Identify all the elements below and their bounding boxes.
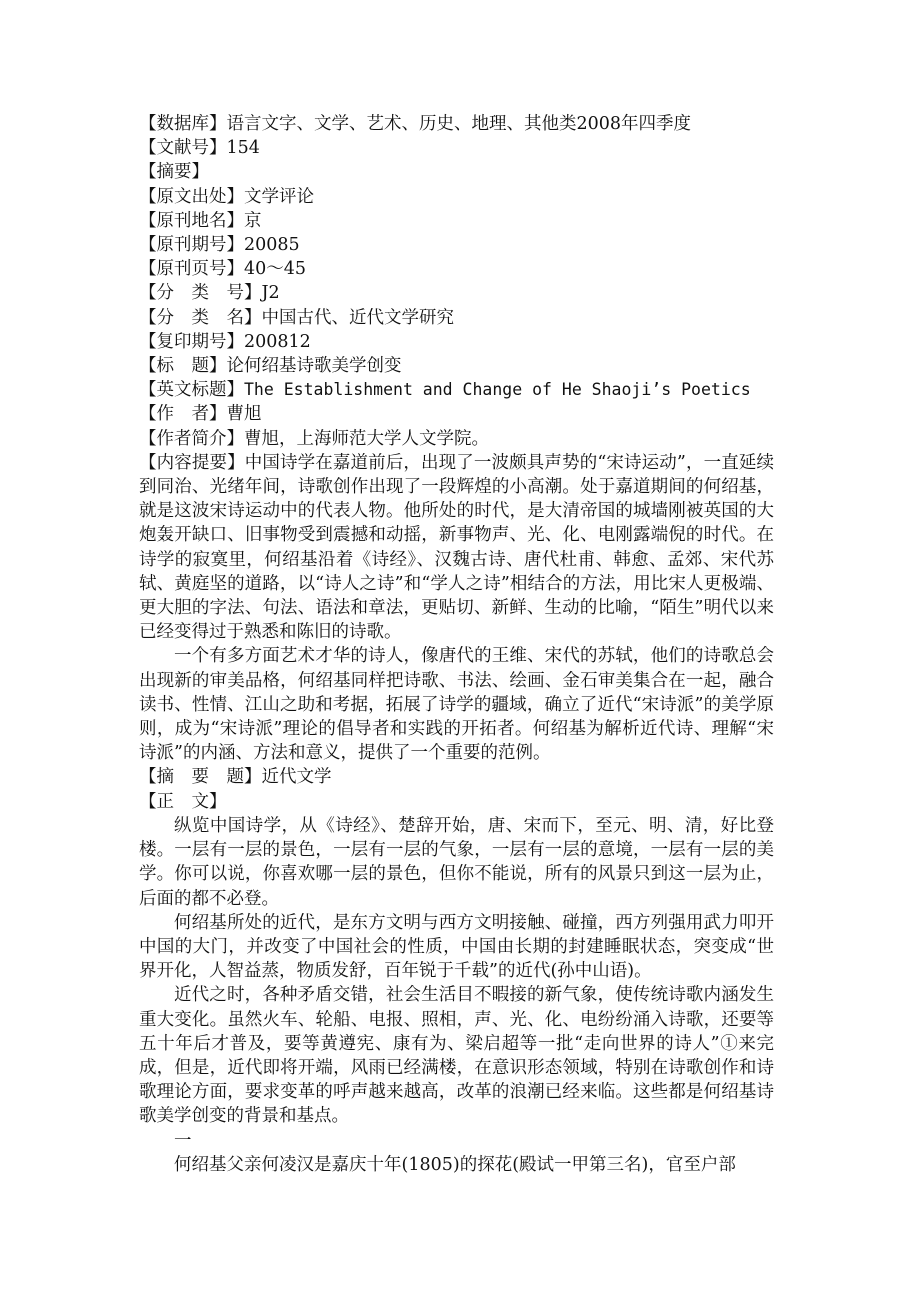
field-label: 【英文标题】 bbox=[139, 380, 244, 401]
article-title: 论何绍基诗歌美学创变 bbox=[226, 356, 402, 377]
class-number-field bbox=[139, 281, 774, 305]
issue-field bbox=[139, 233, 774, 257]
body-paragraph-3: 近代之时，各种矛盾交错，社会生活目不暇接的新气象，使传统诗歌内涵发生重大变化。虽然火车、轮船、电报、照相，声、光、化、电纷纷涌入诗歌，还要等五十年后才普及，要等黄遵宪、康有为、梁启超等一批“走向世界的诗人”①来完成，但是，近代即将开端，风雨已经满楼，在意识形态领域，特别在诗歌创作和诗歌理论方面，要求变革的呼声越来越高，改革的浪潮已经来临。这些都是何绍基诗歌美学创变的背景和基点。 bbox=[139, 985, 774, 1127]
field-value: 20085 bbox=[244, 235, 300, 256]
summary-paragraph-2: 一个有多方面艺术才华的诗人，像唐代的王维、宋代的苏轼，他们的诗歌总会出现新的审美品格，何绍基同样把诗歌、书法、绘画、金石审美集合在一起，融合读书、性情、江山之助和考据，拓展了诗学的疆域，确立了近代“宋诗派”的美学原则，成为“宋诗派”理论的倡导者和实践的开拓者。何绍基为解析近代诗、理解“宋诗派”的内涵、方法和意义，提供了一个重要的范例。 bbox=[139, 646, 774, 764]
field-label: 【原刊期号】 bbox=[139, 235, 244, 256]
field-label: 【分 类 名】 bbox=[139, 307, 262, 328]
field-value: 40～45 bbox=[244, 259, 307, 280]
field-label: 【作 者】 bbox=[139, 404, 227, 425]
field-label: 【内容提要】 bbox=[139, 452, 245, 473]
field-label: 【文献号】 bbox=[139, 138, 227, 159]
author-bio-field bbox=[139, 427, 774, 451]
english-title-field bbox=[139, 378, 774, 402]
doc-number-field bbox=[139, 136, 774, 160]
summary-text: 中国诗学在嘉道前后，出现了一波颇具声势的“宋诗运动”，一直延续到同治、光绪年间，诗歌创作出现了一段辉煌的小高潮。处于嘉道期间的何绍基，就是这波宋诗运动中的代表人物。他所处的时代，是大清帝国的城墙刚被英国的大炮轰开缺口、旧事物受到震撼和动摇，新事物声、光、化、电刚露端倪的时代。在诗学的寂寞里，何绍基沿着《诗经》、汉魏古诗、唐代杜甫、韩愈、孟郊、宋代苏轼、黄庭坚的道路，以“诗人之诗”和“学人之诗”相结合的方法，用比宋人更极端、更大胆的字法、句法、语法和章法，更贴切、新鲜、生动的比喻，“陌生”明代以来已经变得过于熟悉和陈旧的诗歌。 bbox=[139, 452, 774, 643]
field-label: 【正 文】 bbox=[139, 791, 227, 812]
document-page bbox=[139, 112, 774, 1177]
field-label: 【复印期号】 bbox=[139, 331, 244, 352]
field-label: 【作者简介】 bbox=[139, 428, 244, 449]
author-name: 曹旭 bbox=[226, 404, 262, 425]
field-value: 中国古代、近代文学研究 bbox=[261, 307, 454, 328]
body-heading bbox=[139, 790, 774, 814]
body-paragraph-4: 何绍基父亲何凌汉是嘉庆十年(1805)的探花(殿试一甲第三名)，官至户部 bbox=[174, 1154, 736, 1175]
body-paragraph-1: 纵览中国诗学，从《诗经》、楚辞开始，唐、宋而下，至元、明、清，好比登楼。一层有一层的景色，一层有一层的气象，一层有一层的意境，一层有一层的美学。你可以说，你喜欢哪一层的景色，但你不能说，所有的风景只到这一层为止，后面的都不必登。 bbox=[139, 815, 774, 909]
field-label: 【原文出处】 bbox=[139, 186, 244, 207]
database-field bbox=[139, 112, 774, 136]
abstract-heading-field bbox=[139, 160, 774, 184]
section-number: 一 bbox=[174, 1130, 192, 1151]
class-name-field bbox=[139, 306, 774, 330]
field-label: 【摘要】 bbox=[139, 162, 209, 183]
field-label: 【原刊页号】 bbox=[139, 259, 244, 280]
keywords-field bbox=[139, 765, 774, 789]
field-label: 【标 题】 bbox=[139, 356, 227, 377]
field-value: J2 bbox=[261, 283, 280, 304]
field-value: 154 bbox=[226, 138, 260, 159]
author-field bbox=[139, 402, 774, 426]
english-title: The Establishment and Change of He Shaoji’s Poetics bbox=[244, 380, 751, 400]
title-field bbox=[139, 354, 774, 378]
pages-field bbox=[139, 257, 774, 281]
place-field bbox=[139, 209, 774, 233]
field-value: 京 bbox=[244, 210, 262, 231]
summary-paragraph bbox=[139, 451, 774, 645]
field-label: 【原刊地名】 bbox=[139, 210, 244, 231]
field-value: 200812 bbox=[244, 331, 311, 352]
keywords-value: 近代文学 bbox=[261, 767, 332, 788]
source-field bbox=[139, 185, 774, 209]
author-bio: 曹旭，上海师范大学人文学院。 bbox=[244, 428, 489, 449]
body-paragraph-2: 何绍基所处的近代，是东方文明与西方文明接触、碰撞，西方列强用武力叩开中国的大门，并改变了中国社会的性质，中国由长期的封建睡眠状态，突变成“世界开化，人智益蒸，物质发舒，百年锐于千载”的近代(孙中山语)。 bbox=[139, 912, 774, 982]
field-label: 【数据库】 bbox=[139, 114, 227, 134]
field-value: 语言文字、文学、艺术、历史、地理、其他类2008年四季度 bbox=[226, 114, 692, 134]
field-value: 文学评论 bbox=[244, 186, 314, 207]
field-label: 【分 类 号】 bbox=[139, 283, 262, 304]
reprint-issue-field bbox=[139, 330, 774, 354]
field-label: 【摘 要 题】 bbox=[139, 767, 262, 788]
